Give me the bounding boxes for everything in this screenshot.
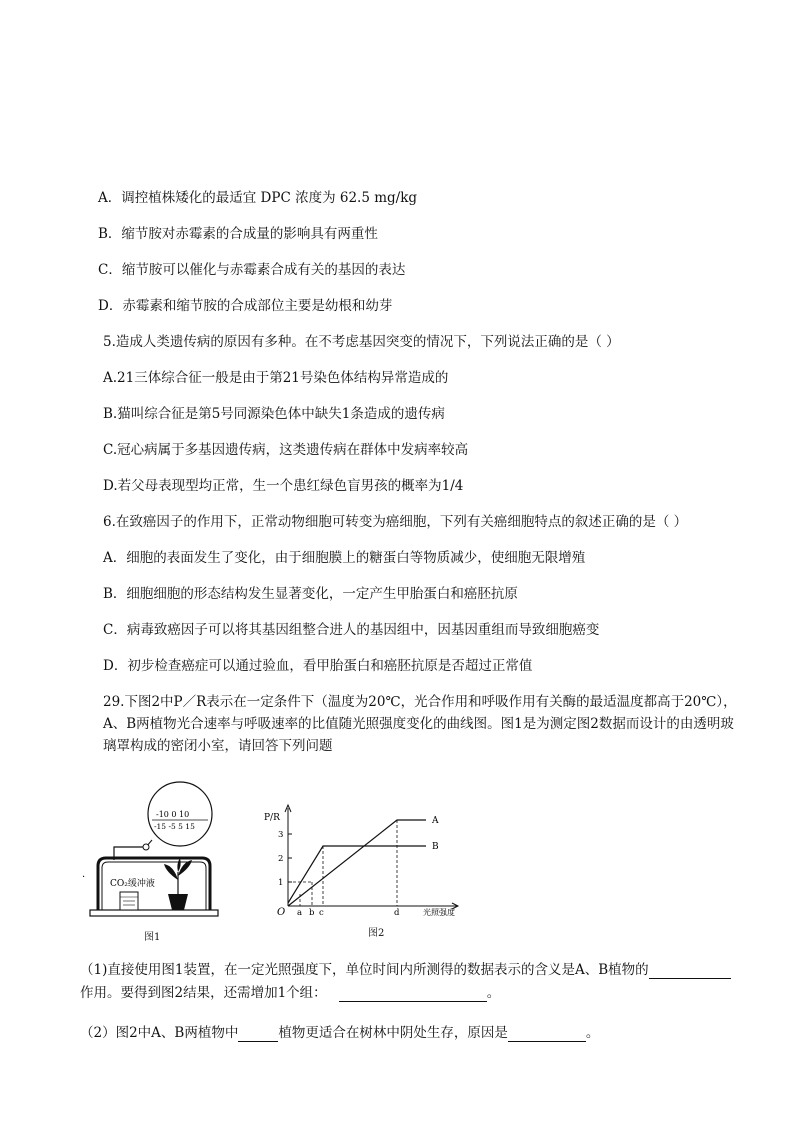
q5-option-d: D.若父母表现型均正常，生一个患红绿色盲男孩的概率为1/4	[103, 478, 464, 494]
curve-a-label: A	[432, 816, 439, 826]
q6-stem: 6.在致癌因子的作用下，正常动物细胞可转变为癌细胞，下列有关癌细胞特点的叙述正确的是（ ）	[103, 514, 688, 530]
answer-blank-2[interactable]	[339, 987, 487, 1002]
scale-bottom-labels: -15 -5 5 15	[154, 822, 195, 831]
q29-sub2-end: 。	[585, 1025, 600, 1041]
q5-option-b: B.猫叫综合征是第5号同源染色体中缺失1条造成的遗传病	[103, 406, 445, 422]
buffer-label: CO₂缓冲液	[110, 879, 155, 889]
figure-1-caption: 图1	[144, 932, 161, 943]
tube-knob	[143, 844, 149, 850]
q4-option-d: D．赤霉素和缩节胺的合成部位主要是幼根和幼芽	[98, 298, 393, 314]
q6-option-b: B．细胞细胞的形态结构发生显著变化，一定产生甲胎蛋白和癌胚抗原	[103, 586, 518, 602]
q29-sub2-text-1: （2）图2中A、B两植物中	[80, 1025, 239, 1041]
q29-stem-line-3: 璃罩构成的密闭小室，请回答下列问题	[103, 738, 333, 754]
y-tick-1: 1	[278, 878, 284, 888]
curve-a	[288, 820, 426, 906]
origin-label: O	[277, 907, 286, 918]
plant-leaf-left	[164, 864, 178, 880]
q29-sub2-text-2: 植物更适合在树林中阴处生存，原因是	[278, 1025, 508, 1041]
y-tick-2: 2	[278, 854, 284, 864]
q29-sub1-text-2: 作用。要得到图2结果，还需增加1个组：	[80, 985, 327, 1001]
figure-1-apparatus	[80, 780, 230, 940]
q29-sub1-line-1	[80, 961, 731, 979]
x-axis-label: 光照强度	[423, 908, 455, 917]
scale-top-labels: -10 0 10	[156, 810, 190, 819]
q4-option-c: C．缩节胺可以催化与赤霉素合成有关的基因的表达	[98, 262, 406, 278]
q6-option-c: C．病毒致癌因子可以将其基因组整合进人的基因组中，因基因重组而导致细胞癌变	[103, 622, 600, 638]
y-ticks	[288, 834, 292, 882]
plant-pot	[168, 894, 188, 910]
y-axis-label: P/R	[264, 813, 280, 823]
q5-option-a: A.21三体综合征一般是由于第21号染色体结构异常造成的	[103, 370, 449, 386]
x-tick-d: d	[394, 908, 400, 918]
x-tick-b: b	[309, 908, 315, 918]
x-tick-c: c	[319, 908, 324, 918]
q29-sub2-line	[80, 1024, 599, 1042]
figure-2-chart	[262, 800, 462, 925]
q29-sub1-end: 。	[486, 985, 501, 1001]
curve-b	[288, 846, 426, 903]
y-tick-3: 3	[278, 830, 284, 840]
q29-stem-line-1: 29.下图2中P／R表示在一定条件下（温度为20℃，光合作用和呼吸作用有关酶的最适温度都高于20℃），	[103, 694, 737, 710]
q4-option-b: B．缩节胺对赤霉素的合成量的影响具有两重性	[98, 226, 378, 242]
q6-option-a: A．细胞的表面发生了变化，由于细胞膜上的糖蛋白等物质减少，使细胞无限增殖	[103, 550, 586, 566]
figure-2-caption: 图2	[368, 928, 385, 939]
x-tick-a: a	[297, 908, 303, 918]
stray-dot-mark: ·	[82, 872, 86, 883]
q29-stem-line-2: A、B两植物光合速率与呼吸速率的比值随光照强度变化的曲线图。图1是为测定图2数据而设计的由透明玻	[103, 716, 734, 732]
curve-b-label: B	[432, 842, 439, 852]
q5-option-c: C.冠心病属于多基因遗传病，这类遗传病在群体中发病率较高	[103, 442, 469, 458]
answer-blank-3[interactable]	[238, 1027, 278, 1042]
chamber-base	[90, 910, 218, 916]
answer-blank-4[interactable]	[508, 1027, 586, 1042]
q29-sub1-line-2	[80, 984, 500, 1002]
q5-stem: 5.造成人类遗传病的原因有多种。在不考虑基因突变的情况下，下列说法正确的是（ ）	[103, 334, 620, 350]
q4-option-a: A．调控植株矮化的最适宜 DPC 浓度为 62.5 mg/kg	[98, 190, 418, 206]
q29-sub1-text-1: （1)直接使用图1装置，在一定光照强度下，单位时间内所测得的数据表示的含义是A、B植物的	[80, 962, 649, 978]
q6-option-d: D．初步检查癌症可以通过验血，看甲胎蛋白和癌胚抗原是否超过正常值	[103, 658, 533, 674]
answer-blank-1[interactable]	[649, 964, 731, 979]
